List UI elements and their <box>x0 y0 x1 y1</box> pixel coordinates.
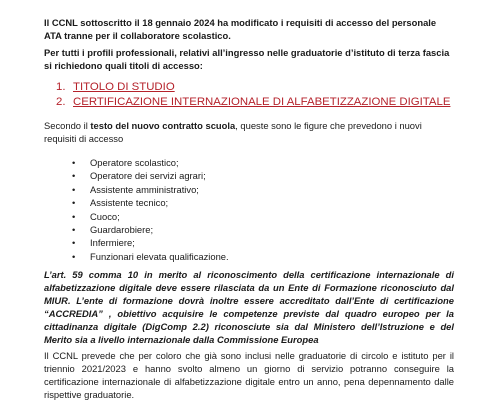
figure-label: Infermiere; <box>90 237 135 249</box>
requirement-number: 1. <box>56 81 66 93</box>
figure-label: Guardarobiere; <box>90 223 154 235</box>
bullet-icon: • <box>72 157 76 168</box>
bullet-icon: • <box>72 183 76 195</box>
figure-item <box>72 156 229 169</box>
figure-item <box>72 196 229 209</box>
figure-label: Operatore scolastico; <box>90 157 179 168</box>
figure-item <box>72 210 229 223</box>
figure-label: Operatore dei servizi agrari; <box>90 170 206 182</box>
intro-paragraph: Il CCNL sottoscritto il 18 gennaio 2024 ha modificato i requisiti di accesso del personale ATA tranne per il collaboratore scolastico. <box>44 17 437 41</box>
figure-item <box>72 250 229 263</box>
figure-item <box>72 223 229 236</box>
bullet-icon: • <box>72 237 76 249</box>
requirement-label: TITOLO DI STUDIO <box>73 81 175 93</box>
figure-item <box>72 183 229 196</box>
bullet-icon: • <box>72 250 76 262</box>
requirement-number: 2. <box>56 96 66 108</box>
figure-label: Funzionari elevata qualificazione. <box>90 250 229 262</box>
figure-label: Cuoco; <box>90 210 120 222</box>
figure-item <box>72 169 229 182</box>
figure-label: Assistente amministrativo; <box>90 183 199 195</box>
conclusion-paragraph: Il CCNL prevede che per coloro che già sono inclusi nelle graduatorie di circolo e istituto per il triennio 2021/2023 e hanno svolto almeno un giorno di servizio potranno conseguire la certificazione internazionale di alfabetizzazione digitale entro un anno, pena depennamento dalle rispettive graduatorie. <box>44 350 454 400</box>
bullet-icon: • <box>72 223 76 235</box>
contract-note-suffix: , queste sono le figure che prevedono i nuovi requisiti di accesso <box>44 120 422 144</box>
contract-note-prefix: Secondo il <box>44 120 91 131</box>
requirement-item <box>56 80 450 95</box>
contract-note-bold: testo del nuovo contratto scuola <box>90 120 236 131</box>
bullet-icon: • <box>72 210 76 222</box>
figures-list <box>72 156 229 263</box>
question-paragraph: Per tutti i profili professionali, relativi all’ingresso nelle graduatorie d’istituto di terza fascia si richiedono quali titoli di accesso: <box>44 47 450 71</box>
contract-note-paragraph <box>44 119 454 145</box>
requirements-list <box>56 80 450 110</box>
article-paragraph: L’art. 59 comma 10 in merito al riconoscimento della certificazione internazionale di alfabetizzazione digitale deve essere rilasciata da un Ente di Formazione riconosciuto dal MIUR. L’ente di formazione dovrà inoltre essere accreditato dall’Ente di certificazione “ACCREDIA” , obiettivo acquisire le competenze previste dal quadro europeo per la cittadinanza digitale (DigComp 2.2) riconosciute sia dal Ministero dell’Istruzione e del Merito sia a livello internazionale dalla Commissione Europea <box>44 269 454 345</box>
figure-item <box>72 236 229 249</box>
bullet-icon: • <box>72 197 76 209</box>
requirement-item <box>56 95 450 110</box>
figure-label: Assistente tecnico; <box>90 197 169 209</box>
bullet-icon: • <box>72 170 76 182</box>
requirement-label: CERTIFICAZIONE INTERNAZIONALE DI ALFABETIZZAZIONE DIGITALE <box>73 96 451 108</box>
